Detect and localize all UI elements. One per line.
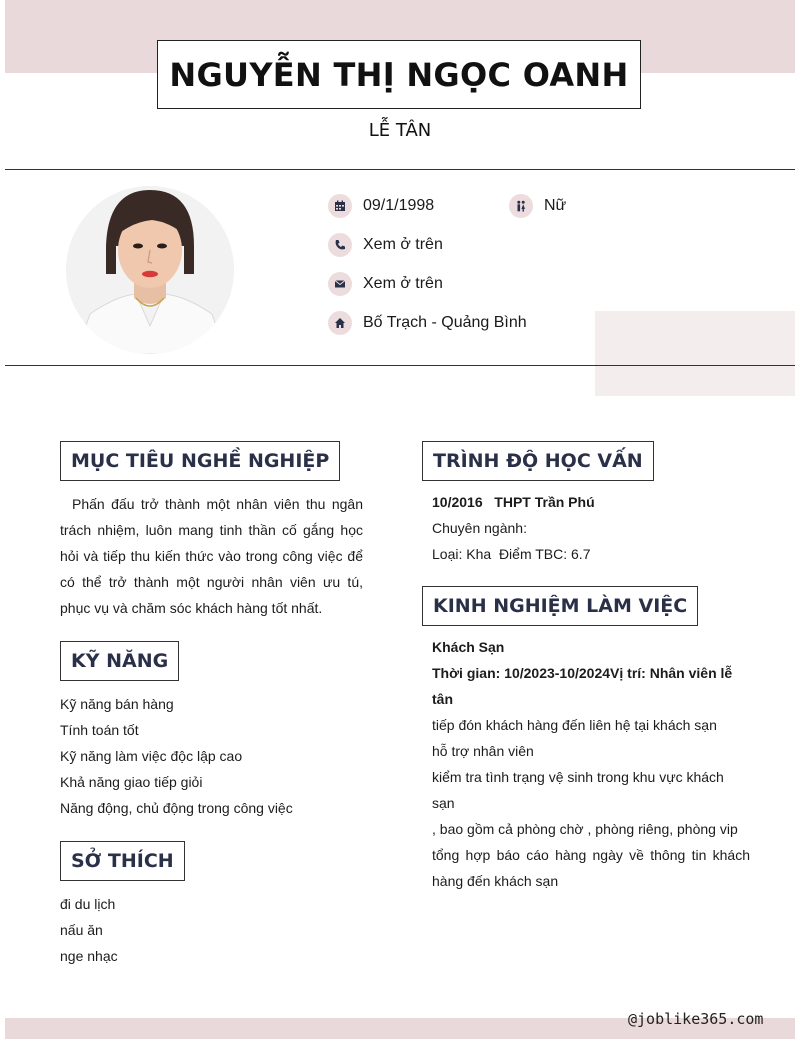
experience-heading: KINH NGHIỆM LÀM VIỆC <box>422 586 698 626</box>
job-title: LỄ TÂN <box>368 120 432 141</box>
email-value: Xem ở trên <box>363 275 443 292</box>
footer-watermark: @joblike365.com <box>628 1010 764 1028</box>
address-value: Bố Trạch - Quảng Bình <box>363 314 527 331</box>
hobbies-heading: SỞ THÍCH <box>60 841 185 881</box>
address-row <box>328 311 527 335</box>
divider-top <box>5 169 795 170</box>
list-item: đi du lịch <box>60 896 116 912</box>
experience-line: kiểm tra tình trạng vệ sinh trong khu vực khách sạn <box>432 769 724 811</box>
list-item: Kỹ năng làm việc độc lập cao <box>60 748 243 764</box>
people-icon <box>509 194 533 218</box>
list-item: Khả năng giao tiếp giỏi <box>60 774 203 790</box>
experience-period-position: Thời gian: 10/2023-10/2024Vị trí: Nhân viên lễ tân <box>432 665 733 707</box>
experience-line: tổng hợp báo cáo hàng ngày về thông tin khách hàng đến khách sạn <box>432 847 750 889</box>
experience-line: , bao gồm cả phòng chờ , phòng riêng, phòng vip <box>432 821 738 837</box>
list-item: nấu ăn <box>60 922 103 938</box>
list-item: Kỹ năng bán hàng <box>60 696 174 712</box>
experience-company: Khách Sạn <box>432 639 505 655</box>
envelope-icon <box>328 272 352 296</box>
dob-value: 09/1/1998 <box>363 197 435 214</box>
experience-block <box>432 634 750 894</box>
skills-heading: KỸ NĂNG <box>60 641 179 681</box>
decorative-block <box>595 311 795 396</box>
objective-text: Phấn đấu trở thành một nhân viên thu ngân trách nhiệm, luôn mang tinh thần cố gắng học hỏi và tiếp thu kiến thức vào trong công việc để có thể trở thành một người nhân viên ưu tú, phục vụ và chăm sóc khách hàng tốt nhất. <box>60 496 363 616</box>
experience-line: tiếp đón khách hàng đến liên hệ tại khách sạn <box>432 717 717 733</box>
hobbies-list <box>60 891 118 969</box>
calendar-icon <box>328 194 352 218</box>
gender-value: Nữ <box>544 197 567 214</box>
education-entry <box>432 489 752 515</box>
objective-heading: MỤC TIÊU NGHỀ NGHIỆP <box>60 441 340 481</box>
divider-bottom <box>5 365 795 366</box>
education-block <box>432 489 752 567</box>
skills-list <box>60 691 293 821</box>
education-grade: Loại: Kha Điểm TBC: 6.7 <box>432 546 591 562</box>
education-heading: TRÌNH ĐỘ HỌC VẤN <box>422 441 654 481</box>
experience-line: hỗ trợ nhân viên <box>432 743 534 759</box>
list-item: nge nhạc <box>60 948 118 964</box>
phone-value: Xem ở trên <box>363 236 443 253</box>
email-row <box>328 272 443 296</box>
name-box <box>157 40 641 109</box>
phone-icon <box>328 233 352 257</box>
home-icon <box>328 311 352 335</box>
avatar-photo <box>66 186 234 354</box>
candidate-name: NGUYỄN THỊ NGỌC OANH <box>169 55 629 94</box>
list-item: Tính toán tốt <box>60 722 139 738</box>
education-period: 10/2016 <box>432 494 483 510</box>
dob-row <box>328 194 434 218</box>
gender-row <box>509 194 566 218</box>
list-item: Năng động, chủ động trong công việc <box>60 800 293 816</box>
education-school: THPT Trần Phú <box>494 494 595 510</box>
education-major: Chuyên ngành: <box>432 520 527 536</box>
phone-row <box>328 233 443 257</box>
